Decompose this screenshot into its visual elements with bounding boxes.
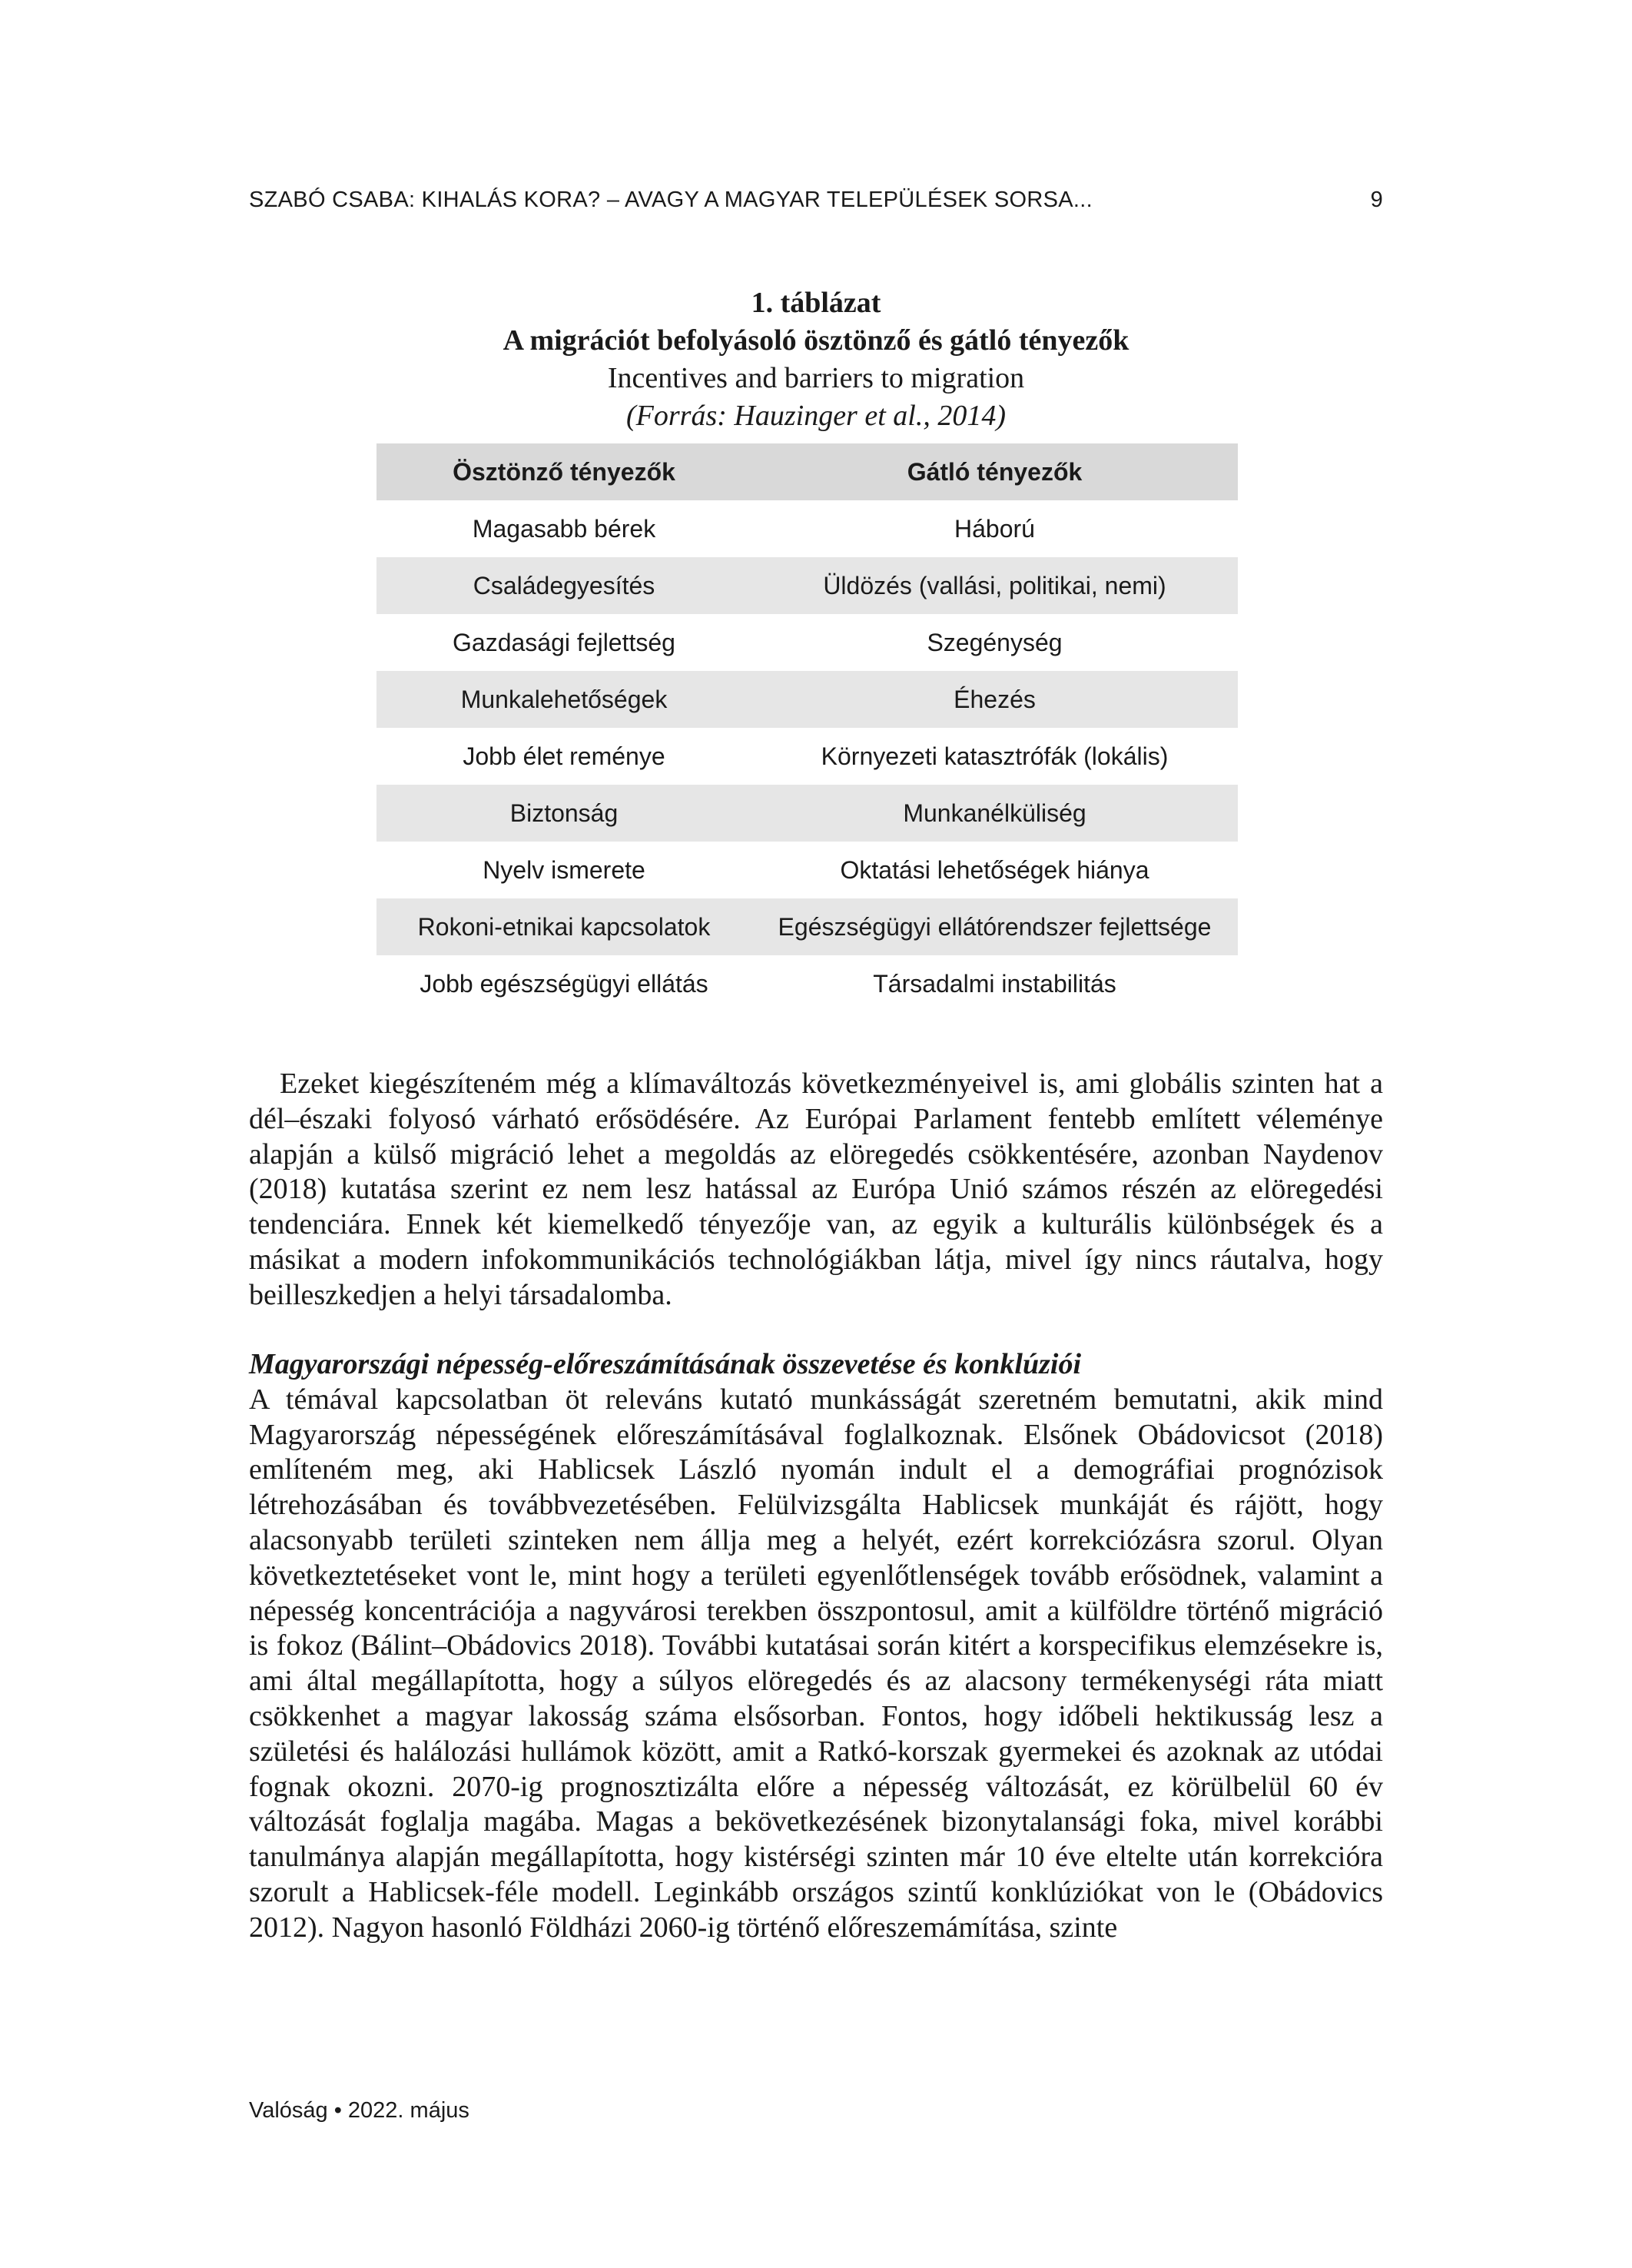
incentive-cell: Magasabb bérek [472, 514, 656, 543]
page-number: 9 [1370, 188, 1383, 212]
incentive-cell: Gazdasági fejlettség [453, 628, 675, 656]
table-title-hungarian: A migrációt befolyásoló ösztönző és gátló tényezők [503, 324, 1129, 357]
section-heading: Magyarországi népesség-előreszámításának összevetése és konklúziói [249, 1348, 1081, 1380]
body-paragraph-1 [249, 1067, 1383, 1313]
incentive-cell: Munkalehetőségek [376, 671, 751, 728]
table-row [376, 500, 1238, 557]
barrier-cell: Társadalmi instabilitás [873, 969, 1116, 998]
incentive-cell: Biztonság [376, 785, 751, 842]
incentive-cell: Családegyesítés [376, 557, 751, 614]
table-row [376, 728, 1238, 785]
migration-factors-table [376, 443, 1238, 1012]
table-title-english: Incentives and barriers to migration [607, 362, 1025, 394]
column-header-barriers: Gátló tényezők [751, 443, 1238, 500]
barrier-cell: Üldözés (vallási, politikai, nemi) [751, 557, 1238, 614]
incentive-cell: Jobb egészségügyi ellátás [420, 969, 708, 998]
table-row [376, 842, 1238, 898]
barrier-cell: Szegénység [927, 628, 1063, 656]
incentive-cell: Rokoni-etnikai kapcsolatok [376, 898, 751, 955]
column-header-incentives: Ösztönző tényezők [376, 443, 751, 500]
barrier-cell: Éhezés [751, 671, 1238, 728]
table-row [376, 898, 1238, 955]
table-header-row [376, 443, 1238, 500]
section-projections [249, 1347, 1383, 1946]
barrier-cell: Háború [954, 514, 1035, 543]
incentive-cell: Jobb élet reménye [463, 742, 665, 770]
barrier-cell: Munkanélküliség [751, 785, 1238, 842]
section-paragraph: A témával kapcsolatban öt releváns kutató munkásságát szeretném bemutatni, akik mind Magyarország népességének előreszámításával foglalkoznak. Elsőnek Obádovicsot (2018) említeném meg, aki Hablicsek László nyomán indult el a demográfiai prognózisok létrehozásában és továbbvezetésében. Felülvizsgálta Hablicsek munkáját és rájött, hogy alacsonyabb területi szinteken nem állja meg a helyét, ezért korrekciózásra szorul. Olyan következtetéseket vont le, mint hogy a területi egyenlőtlenségek tovább erősödnek, valamint a népesség koncentrációja a nagyvárosi terekben összpontosul, amit a külföldre történő migráció is fokoz (Bálint–Obádovics 2018). További kutatásai során kitért a korspecifikus elemzésekre is, ami által megállapította, hogy a súlyos elöregedés és az alacsony termékenységi ráta miatt csökkenhet a magyar lakosság száma elsősorban. Fontos, hogy időbeli hektikusság lesz a születési és halálozási hullámok között, amit a Ratkó-korszak gyermekei és azoknak az utódai fognak okozni. 2070-ig prognosztizálta előre a népesség változását, ez körülbelül 60 év változását foglalja magába. Magas a bekövetkezésének bizonytalansági foka, mivel korábbi tanulmánya alapján megállapította, hogy kistérségi szinten már 10 éve eltelte után korrekcióra szorult a Hablicsek-féle modell. Leginkább országos szintű konklúziókat von le (Obádovics 2012). Nagyon hasonló Földházi 2060-ig történő előreszemámítása, szinte [249, 1383, 1383, 1944]
running-head-title: SZABÓ CSABA: KIHALÁS KORA? – AVAGY A MAGYAR TELEPÜLÉSEK SORSA... [249, 188, 1093, 212]
paragraph-text: Ezeket kiegészíteném még a klímaváltozás következményeivel is, ami globális szinten hat a dél–északi folyosó várható erősödésére. Az Európai Parlament fentebb említett véleménye alapján a külső migráció lehet a megoldás az elöregedés csökkentésére, azonban Naydenov (2018) kutatása szerint ez nem lesz hatással az Európa Unió számos részén az elöregedési tendenciára. Ennek két kiemelkedő tényezője van, az egyik a kulturális különbségek és a másikat a modern infokommunikációs technológiákban látja, mivel így nincs ráutalva, hogy beilleszkedjen a helyi társadalomba. [249, 1068, 1383, 1311]
table-row [376, 785, 1238, 842]
table-source: (Forrás: Hauzinger et al., 2014) [626, 400, 1006, 432]
running-head [249, 188, 1383, 218]
table-row [376, 614, 1238, 671]
table-row [376, 557, 1238, 614]
page-footer: Valóság • 2022. május [249, 2098, 469, 2123]
barrier-cell: Oktatási lehetőségek hiánya [840, 855, 1149, 884]
table-number: 1. táblázat [751, 287, 881, 319]
table-caption [249, 284, 1383, 435]
barrier-cell: Környezeti katasztrófák (lokális) [821, 742, 1169, 770]
incentive-cell: Nyelv ismerete [483, 855, 645, 884]
table-row [376, 955, 1238, 1012]
table-row [376, 671, 1238, 728]
barrier-cell: Egészségügyi ellátórendszer fejlettsége [751, 898, 1238, 955]
